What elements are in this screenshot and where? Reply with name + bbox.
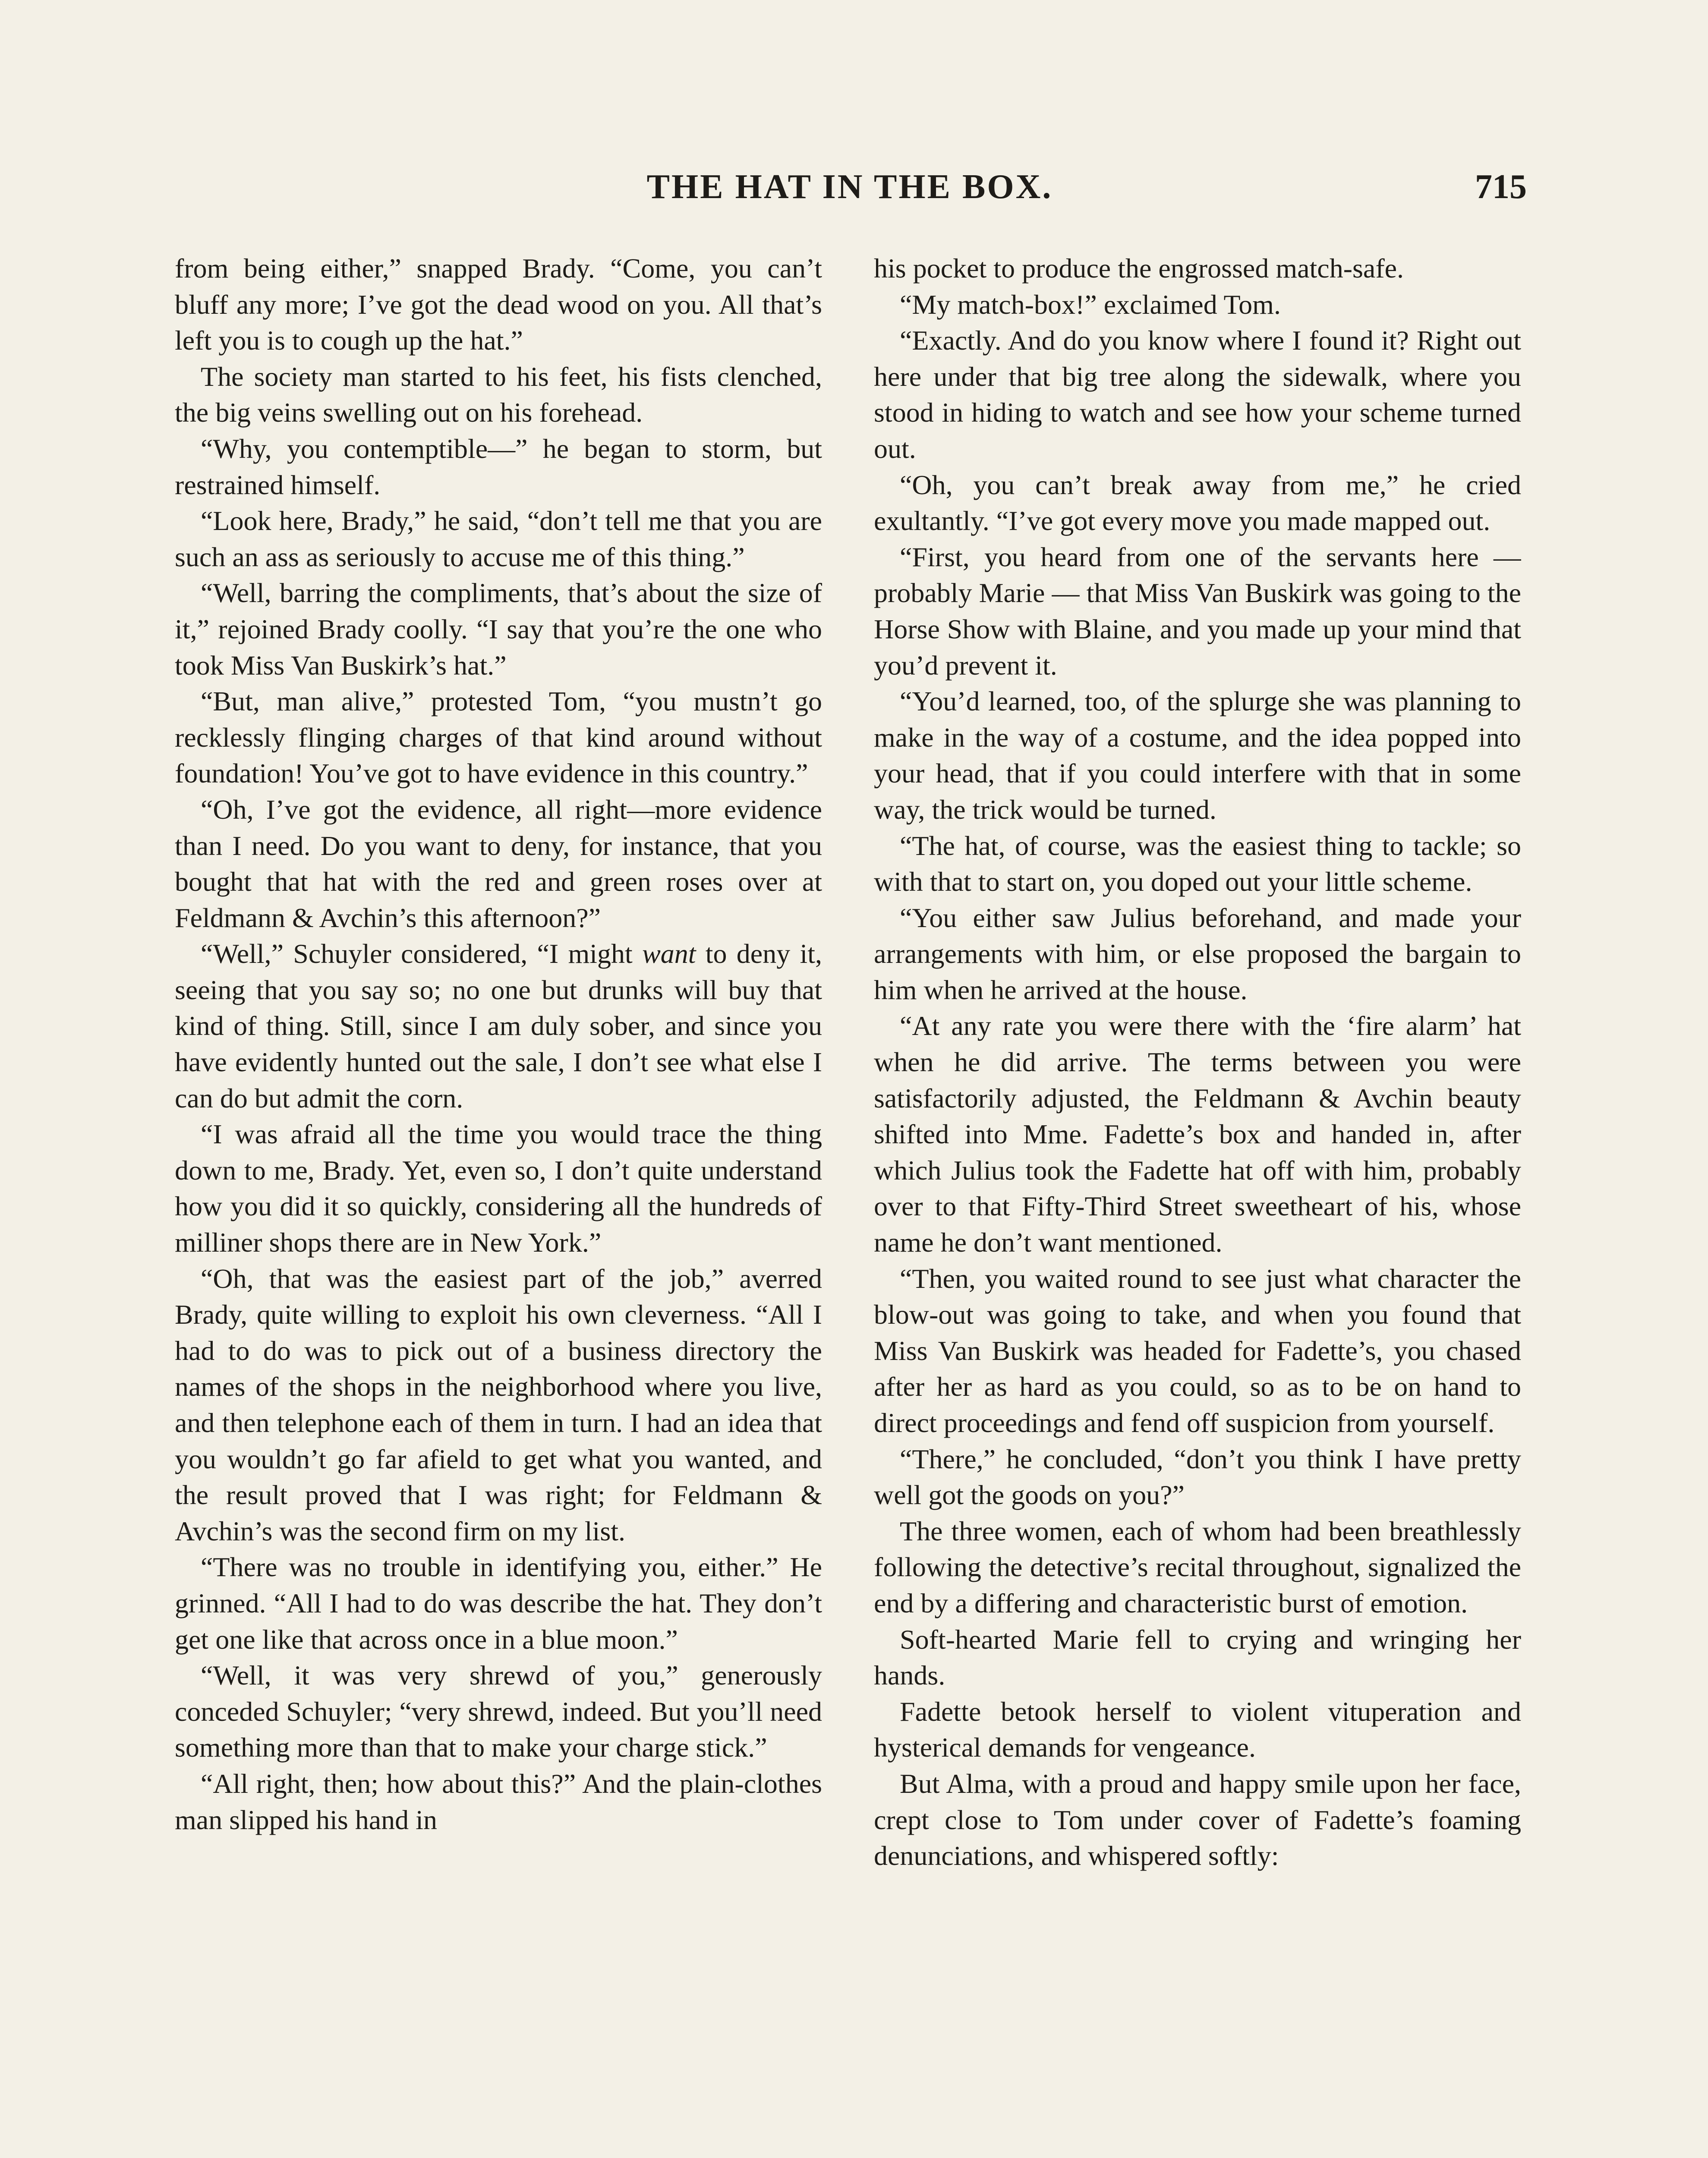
paragraph: “There,” he concluded, “don’t you think I have pretty well got the goods on you?”: [874, 1443, 1521, 1511]
paragraph: “There was no trouble in identifying you, either.” He grinned. “All I had to do was describe the hat. They don’t get one like that across once in a blue moon.”: [175, 1552, 822, 1655]
paragraph: his pocket to produce the engrossed match-safe.: [874, 253, 1404, 284]
paragraph: But Alma, with a proud and happy smile upon her face, crept close to Tom under cover of Fadette’s foaming denunciations, and whispered softly:: [874, 1768, 1521, 1871]
paragraph: “Exactly. And do you know where I found it? Right out here under that big tree along the sidewalk, where you stood in hiding to watch and see how your scheme turned out.: [874, 325, 1521, 464]
paragraph: “Then, you waited round to see just what character the blow-out was going to take, and when you found that Miss Van Buskirk was headed for Fadette’s, you chased after her as hard as you could, so as to be on hand to direct proceedings and fend off suspicion from yourself.: [874, 1263, 1521, 1438]
paragraph: “First, you heard from one of the servants here — probably Marie — that Miss Van Buskirk was going to the Horse Show with Blaine, and you made up your mind that you’d prevent it.: [874, 541, 1521, 681]
emphasis: want: [642, 938, 696, 969]
right-column: [874, 250, 1521, 2158]
paragraph: from being either,” snapped Brady. “Come, you can’t bluff any more; I’ve got the dead wood on you. All that’s left you is to cough up the hat.”: [175, 253, 822, 356]
paragraph-text: “Well,” Schuyler considered, “I might: [201, 938, 643, 969]
paragraph: “Why, you contemptible—” he began to storm, but restrained himself.: [175, 433, 822, 500]
paragraph: Fadette betook herself to violent vituperation and hysterical demands for vengeance.: [874, 1696, 1521, 1763]
paragraph: “At any rate you were there with the ‘fire alarm’ hat when he did arrive. The terms between you were satisfactorily adjusted, the Feldmann & Avchin beauty shifted into Mme. Fadette’s box and handed in, after which Julius took the Fadette hat off with him, probably over to that Fifty-Third Street sweetheart of his, whose name he don’t want mentioned.: [874, 1010, 1521, 1258]
paragraph: “Oh, you can’t break away from me,” he cried exultantly. “I’ve got every move you made mapped out.: [874, 469, 1521, 536]
paragraph: “But, man alive,” protested Tom, “you mustn’t go recklessly flinging charges of that kind around without foundation! You’ve got to have evidence in this country.”: [175, 686, 822, 789]
paragraph: [175, 936, 822, 1116]
paragraph: “Look here, Brady,” he said, “don’t tell me that you are such an ass as seriously to accuse me of this thing.”: [175, 505, 822, 572]
paragraph: The society man started to his feet, his fists clenched, the big veins swelling out on his forehead.: [175, 361, 822, 428]
page-header: [173, 167, 1527, 215]
running-title: THE HAT IN THE BOX.: [646, 168, 1053, 206]
paragraph: “All right, then; how about this?” And the plain-clothes man slipped his hand in: [175, 1768, 822, 1835]
paragraph: “I was afraid all the time you would trace the thing down to me, Brady. Yet, even so, I don’t quite understand how you did it so quickly, considering all the hundreds of milliner shops there are in New York.”: [175, 1119, 822, 1258]
paragraph: “Oh, that was the easiest part of the job,” averred Brady, quite willing to exploit his own cleverness. “All I had to do was to pick out of a business directory the names of the shops in the neighborhood where you live, and then telephone each of them in turn. I had an idea that you wouldn’t go far afield to get what you wanted, and the result proved that I was right; for Feldmann & Avchin’s was the second firm on my list.: [175, 1263, 822, 1546]
paragraph: “Oh, I’ve got the evidence, all right—more evidence than I need. Do you want to deny, for instance, that you bought that hat with the red and green roses over at Feldmann & Avchin’s this afternoon?”: [175, 794, 822, 933]
paragraph: “Well, it was very shrewd of you,” generously conceded Schuyler; “very shrewd, indeed. But you’ll need something more than that to make your charge stick.”: [175, 1660, 822, 1763]
left-column: [175, 250, 822, 2158]
paragraph: “The hat, of course, was the easiest thing to tackle; so with that to start on, you doped out your little scheme.: [874, 830, 1521, 897]
paragraph: The three women, each of whom had been breathlessly following the detective’s recital throughout, signalized the end by a differing and characteristic burst of emotion.: [874, 1515, 1521, 1618]
page-number: 715: [1475, 168, 1527, 206]
paragraph: “Well, barring the compliments, that’s about the size of it,” rejoined Brady coolly. “I say that you’re the one who took Miss Van Buskirk’s hat.”: [175, 577, 822, 681]
paragraph: “My match-box!” exclaimed Tom.: [900, 289, 1281, 320]
paragraph-text: to deny it, seeing that you say so; no one but drunks will buy that kind of thing. Still, since I am duly sober, and since you have evidently hunted out the sale, I don’t see what else I can do but admit the corn.: [175, 938, 822, 1114]
paragraph: “You either saw Julius beforehand, and made your arrangements with him, or else proposed the bargain to him when he arrived at the house.: [874, 902, 1521, 1005]
paragraph: Soft-hearted Marie fell to crying and wringing her hands.: [874, 1624, 1521, 1691]
paragraph: “You’d learned, too, of the splurge she was planning to make in the way of a costume, and the idea popped into your head, that if you could interfere with that in some way, the trick would be turned.: [874, 686, 1521, 825]
